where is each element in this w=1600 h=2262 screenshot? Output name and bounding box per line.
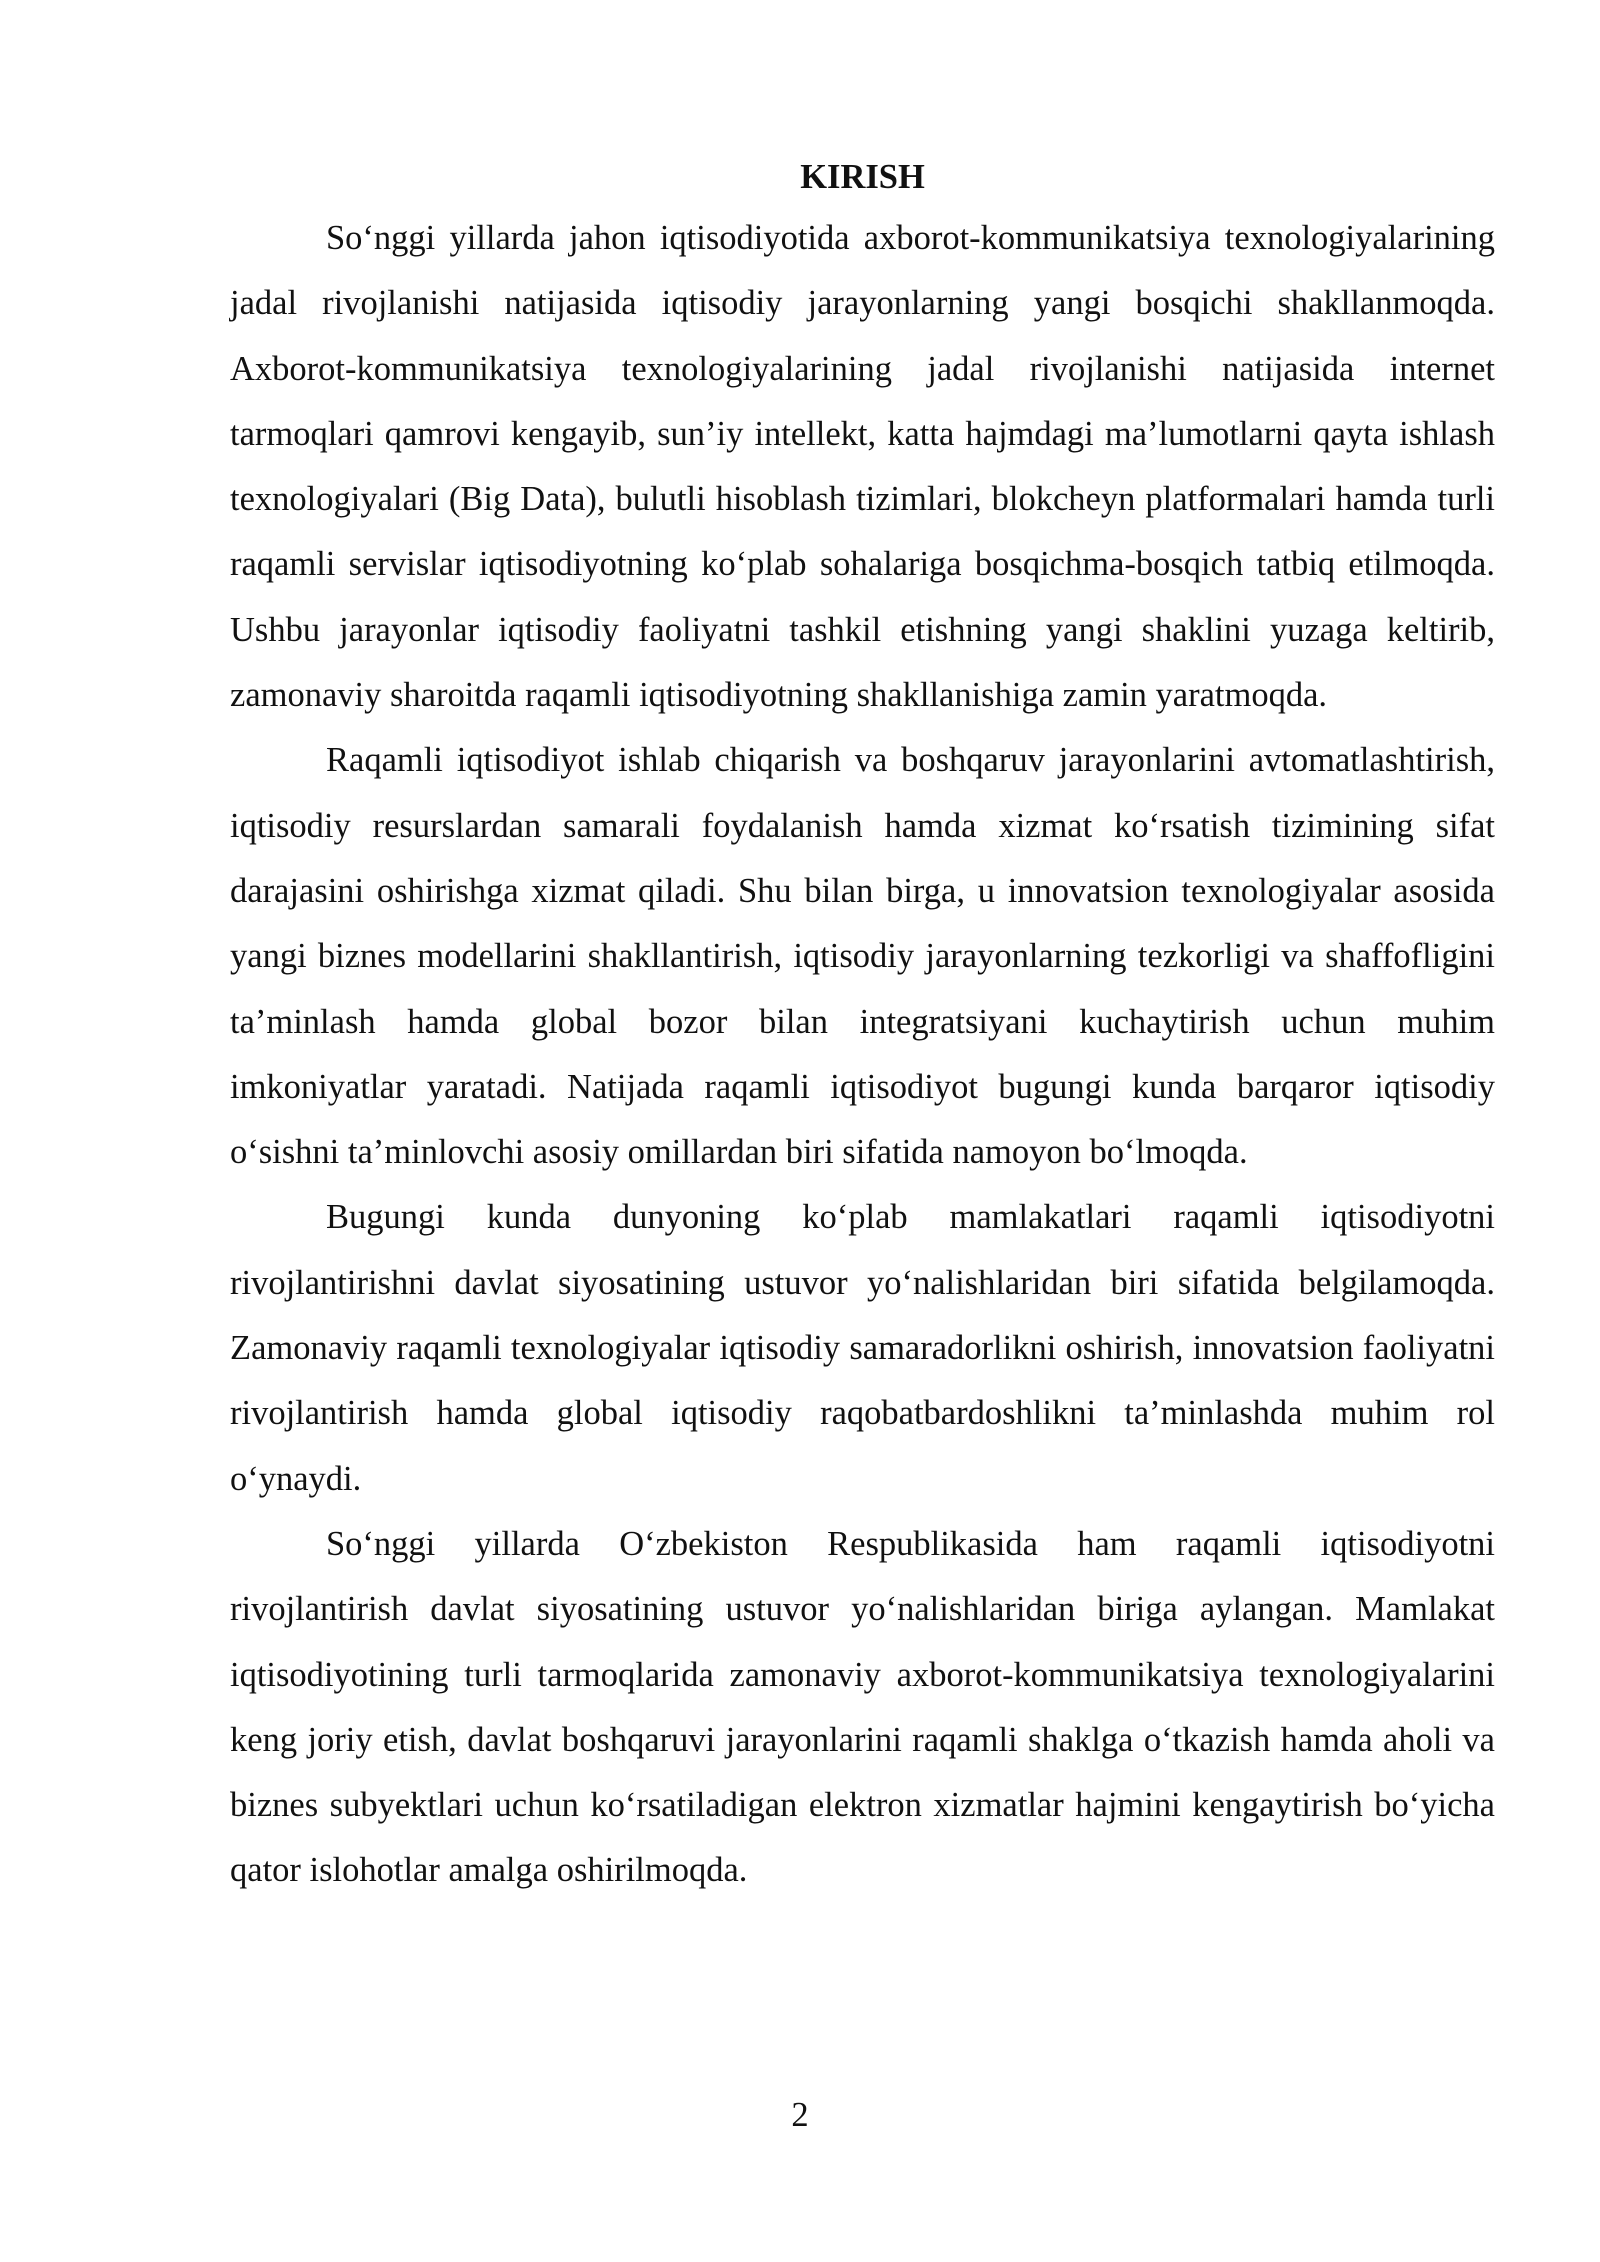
page-number: 2 <box>791 2096 809 2134</box>
section-title: KIRISH <box>800 158 925 196</box>
paragraph-1: So‘nggi yillarda jahon iqtisodiyotida axborot-kommunikatsiya texnologiyalarining jadal rivojlanishi natijasida iqtisodiy jarayonlarning yangi bosqichi shakllanmoqda. Axborot-kommunikatsiya texnologiyalarining jadal rivojlanishi natijasida internet tarmoqlari qamrovi kengayib, sun’iy intellekt, katta hajmdagi ma’lumotlarni qayta ishlash texnologiyalari (Big Data), bulutli hisoblash tizimlari, blokcheyn platformalari hamda turli raqamli servislar iqtisodiyotning ko‘plab sohalariga bosqichma-bosqich tatbiq etilmoqda. Ushbu jarayonlar iqtisodiy faoliyatni tashkil etishning yangi shaklini yuzaga keltirib, zamonaviy sharoitda raqamli iqtisodiyotning shakllanishiga zamin yaratmoqda. <box>230 219 1495 715</box>
paragraph-4: So‘nggi yillarda O‘zbekiston Respublikasida ham raqamli iqtisodiyotni rivojlantirish davlat siyosatining ustuvor yo‘nalishlaridan biriga aylangan. Mamlakat iqtisodiyotining turli tarmoqlarida zamonaviy axborot-kommunikatsiya texnologiyalarini keng joriy etish, davlat boshqaruvi jarayonlarini raqamli shaklga o‘tkazish hamda aholi va biznes subyektlari uchun ko‘rsatiladigan elektron xizmatlar hajmini kengaytirish bo‘yicha qator islohotlar amalga oshirilmoqda. <box>230 1524 1495 1890</box>
paragraph-3: Bugungi kunda dunyoning ko‘plab mamlakatlari raqamli iqtisodiyotni rivojlantirishni davlat siyosatining ustuvor yo‘nalishlaridan biri sifatida belgilamoqda. Zamonaviy raqamli texnologiyalar iqtisodiy samaradorlikni oshirish, innovatsion faoliyatni rivojlantirish hamda global iqtisodiy raqobatbardoshlikni ta’minlashda muhim rol o‘ynaydi. <box>230 1198 1495 1498</box>
page-content <box>230 148 1495 1904</box>
paragraph-2: Raqamli iqtisodiyot ishlab chiqarish va boshqaruv jarayonlarini avtomatlashtirish, iqtisodiy resurslardan samarali foydalanish hamda xizmat ko‘rsatish tizimining sifat darajasini oshirishga xizmat qiladi. Shu bilan birga, u innovatsion texnologiyalar asosida yangi biznes modellarini shakllantirish, iqtisodiy jarayonlarning tezkorligi va shaffofligini ta’minlash hamda global bozor bilan integratsiyani kuchaytirish uchun muhim imkoniyatlar yaratadi. Natijada raqamli iqtisodiyot bugungi kunda barqaror iqtisodiy o‘sishni ta’minlovchi asosiy omillardan biri sifatida namoyon bo‘lmoqda. <box>230 741 1495 1172</box>
